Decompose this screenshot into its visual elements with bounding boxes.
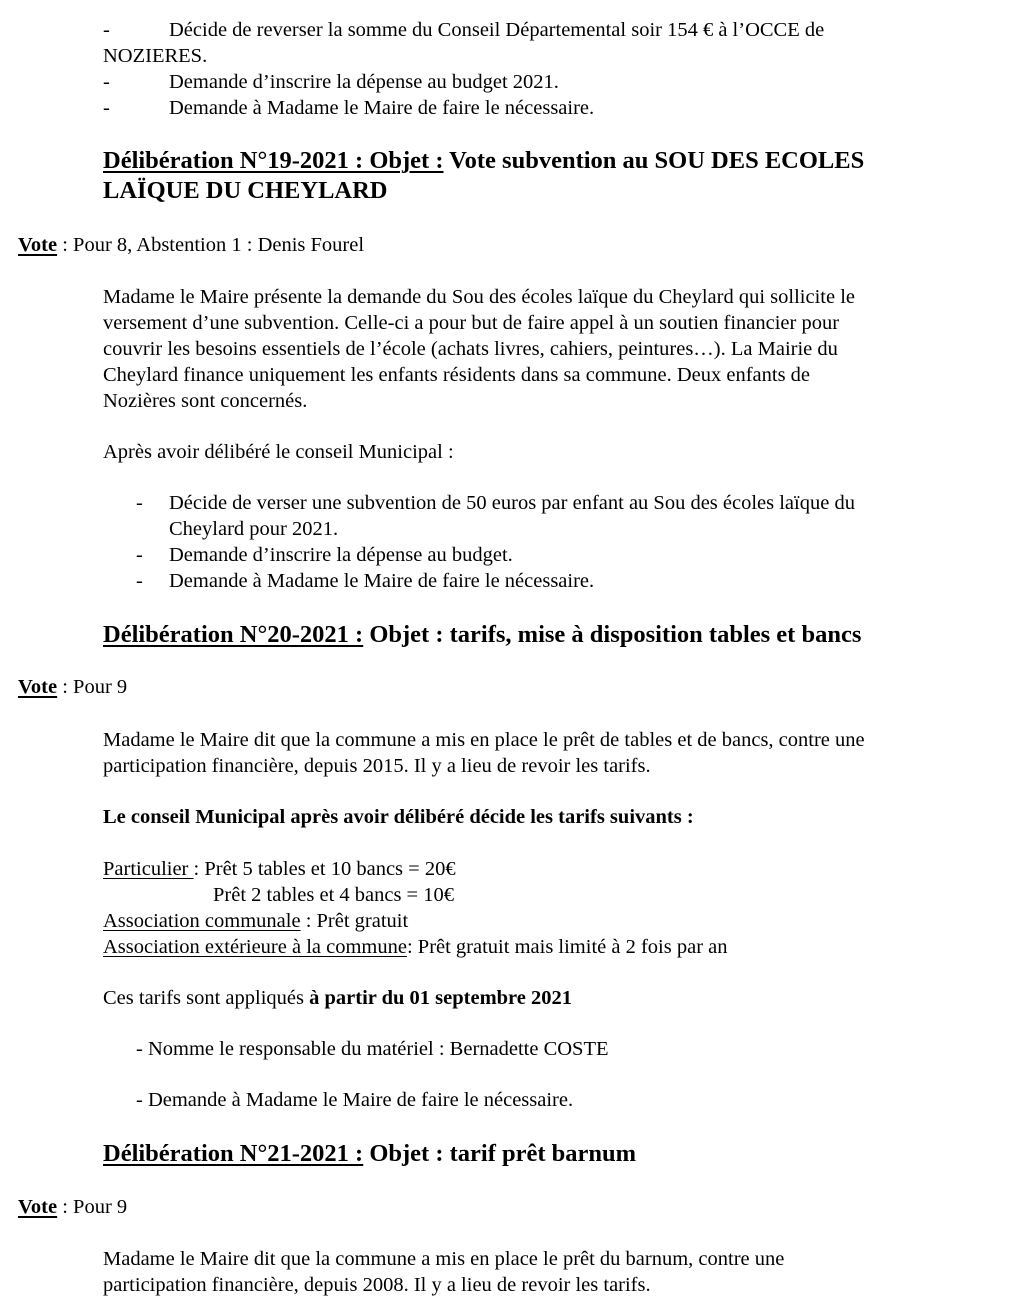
tarifs-date-bold: à partir du 01 septembre 2021 [309,987,573,1009]
deliberation-19-subject: Vote subvention au SOU DES ECOLES [443,147,865,174]
list-dash: - [103,71,110,93]
association-exterieure-label: Association extérieure à la commune [103,936,407,958]
list-item: Décide de reverser la somme du Conseil Départemental soir 154 € à l’OCCE de [169,19,825,41]
vote-result: : Pour 8, Abstention 1 : Denis Fourel [57,234,365,256]
deliberation-21-heading [103,1139,636,1169]
paragraph-line: participation financière, depuis 2008. Il y a lieu de revoir les tarifs. [103,1274,651,1296]
deliberation-19-number: Délibération N°19-2021 : Objet : [103,147,444,174]
list-item: Demande à Madame le Maire de faire le nécessaire. [169,97,595,119]
paragraph-line: Madame le Maire présente la demande du Sou des écoles laïque du Cheylard qui sollicite le [103,286,855,308]
deliberation-19-heading-line2: LAÏQUE DU CHEYLARD [103,177,388,204]
deliberation-20-heading [103,620,861,650]
vote-result: : Pour 9 [57,1196,128,1218]
list-dash: - [136,544,143,566]
deliberation-20-subject: Objet : tarifs, mise à disposition tables et bancs [363,621,862,648]
list-item-continued: NOZIERES. [103,45,208,67]
tarif-association-communale [103,908,408,934]
deliberation-20-number: Délibération N°20-2021 : [103,621,364,648]
tarif-particulier-line [103,856,456,882]
paragraph-line: Madame le Maire dit que la commune a mis en place le prêt de tables et de bancs, contre une [103,729,865,751]
deliberation-21-number: Délibération N°21-2021 : [103,1140,364,1167]
list-item-continued: Cheylard pour 2021. [169,518,339,540]
particulier-tarif-1: : Prêt 5 tables et 10 bancs = 20€ [193,858,456,880]
list-item: Demande d’inscrire la dépense au budget 2021. [169,71,559,93]
tarifs-date-line [103,985,572,1011]
demande-maire: - Demande à Madame le Maire de faire le nécessaire. [136,1089,574,1111]
deliberation-19-heading [103,146,864,176]
list-item: Décide de verser une subvention de 50 euros par enfant au Sou des écoles laïque du [169,492,855,514]
vote-line [18,674,127,700]
paragraph-line: participation financière, depuis 2015. Il y a lieu de revoir les tarifs. [103,755,651,777]
vote-line [18,232,364,258]
list-item: Demande d’inscrire la dépense au budget. [169,544,513,566]
particulier-label: Particulier [103,858,194,880]
list-dash: - [136,570,143,592]
vote-result: : Pour 9 [57,676,128,698]
decision-text [103,804,694,830]
association-communale-tarif: : Prêt gratuit [300,910,409,932]
vote-label: Vote [18,1196,58,1218]
particulier-tarif-2: Prêt 2 tables et 4 bancs = 10€ [213,884,454,906]
list-dash: - [136,492,143,514]
after-deliberation-text: Après avoir délibéré le conseil Municipal : [103,441,454,463]
paragraph-line: Cheylard finance uniquement les enfants résidents dans sa commune. Deux enfants de [103,364,811,386]
decision-bold: Le conseil Municipal après avoir délibéré décide les tarifs suivants : [103,806,694,828]
nomme-responsable: - Nomme le responsable du matériel : Bernadette COSTE [136,1038,609,1060]
vote-line [18,1194,127,1220]
association-communale-label: Association communale [103,910,301,932]
paragraph-line: Madame le Maire dit que la commune a mis en place le prêt du barnum, contre une [103,1248,785,1270]
deliberation-21-subject: Objet : tarif prêt barnum [363,1140,637,1167]
tarif-association-exterieure [103,934,728,960]
list-dash: - [103,97,110,119]
paragraph-line: couvrir les besoins essentiels de l’école (achats livres, cahiers, peintures…). La Mairie du [103,338,838,360]
vote-label: Vote [18,676,58,698]
list-dash: - [103,19,110,41]
association-exterieure-tarif: : Prêt gratuit mais limité à 2 fois par an [406,936,728,958]
list-item: Demande à Madame le Maire de faire le nécessaire. [169,570,595,592]
vote-label: Vote [18,234,58,256]
tarifs-date-prefix: Ces tarifs sont appliqués [103,987,310,1009]
paragraph-line: versement d’une subvention. Celle-ci a pour but de faire appel à un soutien financier pour [103,312,840,334]
paragraph-line: Nozières sont concernés. [103,390,308,412]
